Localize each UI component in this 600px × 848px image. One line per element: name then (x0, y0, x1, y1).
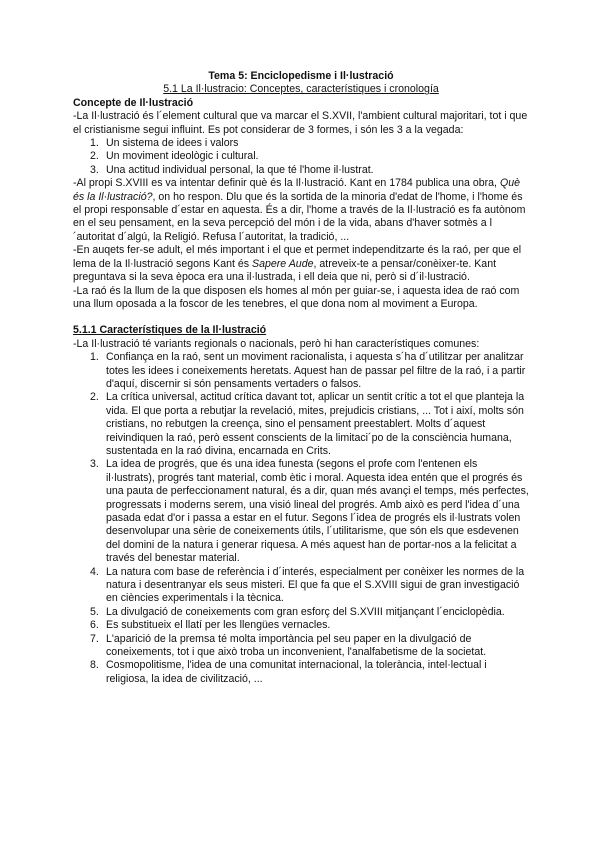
list-number: 3. (90, 458, 99, 471)
list-item (73, 659, 529, 686)
paragraph-text: , on ho respon. Dlu que és la sortida de la minoria d'edat de l'home, i l'home és el propi responsable d´estar en aquesta. És a dir, l'home a través de la Il·lustració es fa autònom en el seu pensament, en la seva percepció del món i de la vida, abans d'haver sotmès a l´autoritat d´algú, la Religió. Refusa l´autoritat, la tradició, ... (73, 190, 526, 243)
list-text: La divulgació de coneixements com gran esforç del S.XVIII mitjançant l´enciclopèdia. (106, 605, 505, 618)
list-text: La idea de progrés, que és una idea funesta (segons el profe com l'entenen els il·lustrats), progrés tant material, comb ètic i moral. Aquesta idea entén que el progrés és una pauta de perfeccionament natural, és a dir, quan més avançi el temps, més perfectes, progressats i moderns serem, una visió lineal del progrés. Amb això es perd l'idea d´una pasada edat d'or i passa a estar en el futur. Segons l´idea de progrés els il·lustrats volen desenvolupar una sèrie de coneixements útils, l´utilitarisme, que són els que esdevenen del domini de la natura i generar riquesa. A més aquest han de portar-nos a la felicitat a través del benestar material. (106, 458, 529, 565)
section-heading-concept: Concepte de Il·lustració (73, 96, 194, 109)
list-text: Una actitud individual personal, la que té l'home il·lustrat. (106, 163, 374, 176)
paragraph: -La Il·lustració és l´element cultural que va marcar el S.XVII, l'ambient cultural majoritari, tot i que el cristianisme segui influint. Es pot considerar de 3 formes, i són les 3 a la vegada: (73, 110, 528, 136)
page-title: Tema 5: Enciclopedisme i Il·lustració (208, 70, 394, 82)
list-item (73, 566, 529, 606)
list-text: La natura com base de referència i d´interés, especialment per conèixer les normes de la natura i desentranyar els seus misteri. El que fa que el S.XVIII sigui de gran investigació en ciències experimentals i la tècnica. (106, 565, 525, 605)
list-item (73, 458, 529, 565)
list-number: 4. (90, 565, 99, 578)
work-title: Què és la Il·lustració? (73, 177, 520, 203)
list-text: Un sistema de idees i valors (106, 137, 239, 150)
list-number: 1. (90, 351, 99, 364)
list-number: 7. (90, 632, 99, 645)
paragraph-text: , atreveix-te a pensar/conèixer-te. Kant preguntava si la seva època era una il·lustrada, i ell deia que ni, però si d´il·lustració. (73, 257, 497, 284)
page-subtitle: 5.1 La Il·lustracio: Conceptes, característiques i cronología (163, 83, 439, 96)
list-number: 8. (90, 659, 99, 672)
concept-list (73, 137, 529, 177)
list-item (73, 391, 529, 458)
paragraph-text: -Al propi S.XVIII es va intentar definir què és la Il·lustració. Kant en 1784 publica una obra, (73, 177, 497, 190)
list-number: 5. (90, 605, 99, 618)
paragraph: -La Il·lustració té variants regionals o nacionals, però hi han característiques comunes: (73, 337, 480, 350)
features-list (73, 351, 529, 686)
list-item (73, 619, 529, 632)
paragraph (73, 177, 529, 244)
list-text: Confiança en la raó, sent un moviment racionalista, i aquesta s´ha d´utilitzar per analitzar totes les idees i coneixements heretats. Aquest han de passar pel filtre de la raó, i a partir d'aquí, discernir si són pensaments vertaders o falsos. (106, 351, 526, 390)
list-number: 6. (90, 619, 99, 632)
list-text: Es substitueix el llatí per les llengües vernacles. (106, 619, 331, 632)
paragraph-text: -En auqets fer-se adult, el més important i el que et permet independitzarte és la raó, per que el lema de la Il·lustració segons Kant és (73, 244, 522, 270)
list-text: La crítica universal, actitud crítica davant tot, aplicar un sentit crític a tot el que planteja la vida. El que porta a rebutjar la revelació, mites, prejudicis cristians, ... Tot i així, molts són cristians, no rebutgen la creença, sino el pensament preestablert. Molts d´aquest reivindiquen la raó, però essent conscients de la limitaci´po de la consciència humana, sustentada en la raó divina, encarnada en Crits. (106, 391, 525, 457)
list-number: 2. (90, 150, 99, 163)
list-number: 2. (90, 391, 99, 404)
list-item (73, 351, 529, 391)
paragraph: -La raó és la llum de la que disposen els homes al món per guiar-se, i aquesta idea de raó com una llum oposada a la foscor de les tenebres, el que dona nom al moviment a Europa. (73, 284, 520, 310)
list-item (73, 633, 529, 660)
list-number: 1. (90, 137, 99, 150)
document-content (73, 70, 529, 686)
list-item (73, 606, 529, 619)
list-text: L'aparició de la premsa té molta importància pel seu paper en la divulgació de coneixements, tot i que això troba un inconvenient, l'analfabetisme de la societat. (106, 632, 487, 659)
list-item (73, 137, 529, 150)
list-number: 3. (90, 163, 99, 176)
list-text: Un moviment ideològic i cultural. (106, 150, 259, 163)
paragraph (73, 244, 529, 284)
list-item (73, 164, 529, 177)
motto: Sapere Aude (252, 257, 314, 270)
spacer (73, 311, 529, 324)
section-heading-features: 5.1.1 Característiques de la Il·lustració (73, 324, 267, 337)
list-item (73, 150, 529, 163)
list-text: Cosmopolitisme, l'idea de una comunitat internacional, la tolerància, intel·lectual i religiosa, la idea de civilització, ... (106, 659, 487, 685)
